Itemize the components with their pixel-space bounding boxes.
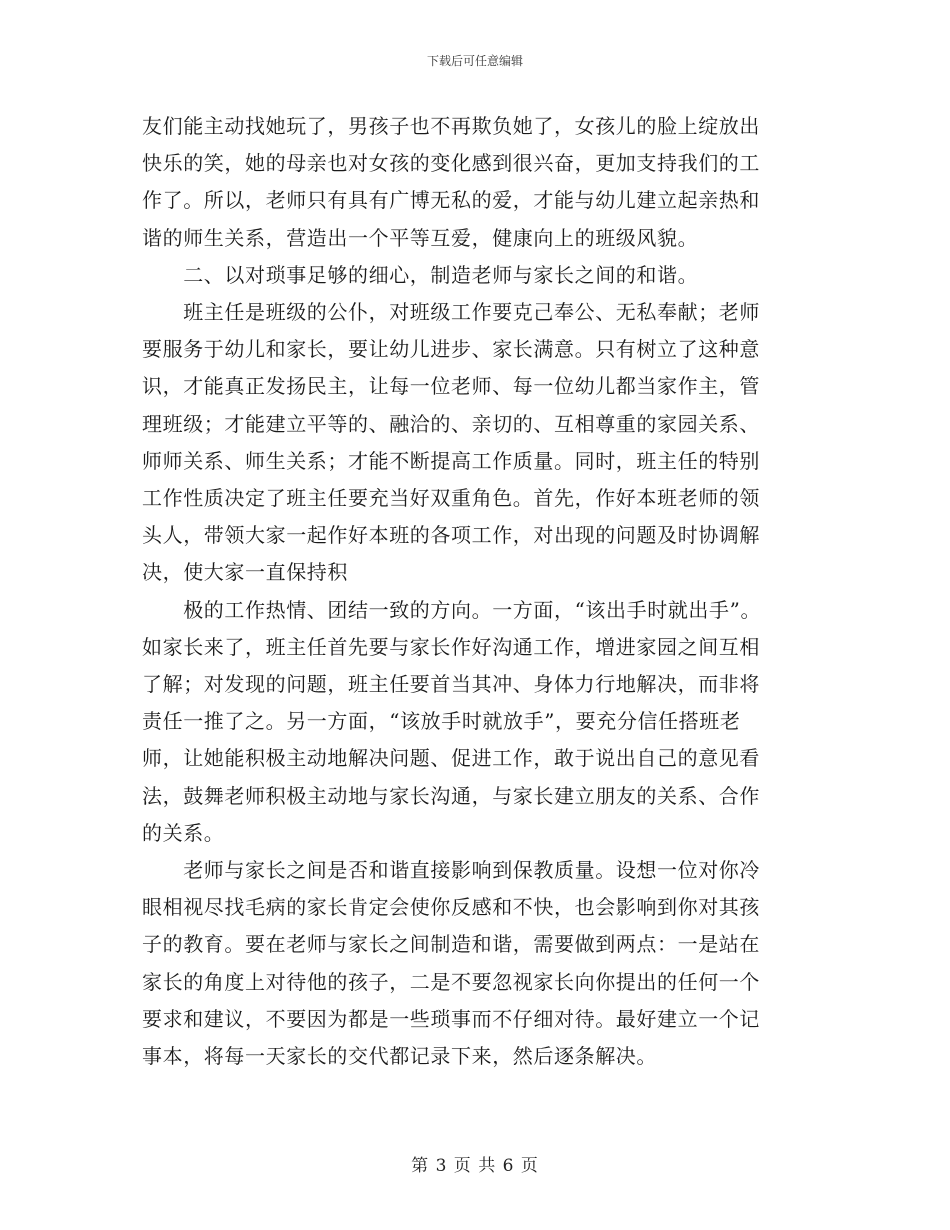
paragraph: 老师与家长之间是否和谐直接影响到保教质量。设想一位对你冷 眼相视尽找毛病的家长肯定会使你反感和不快，也会影响到你对其孩 子的教育。要在老师与家长之间制造和谐，需要做到两点：一是站在 家长的角度上对待他的孩子，二是不要忽视家长向你提出的任何一个 要求和建议，不要因为都是一些琐事而不仔细对待。最好建立一个记 事本，将每一天家长的交代都记录下来，然后逐条解决。: [142, 858, 760, 1069]
section-heading: 二、以对琐事足够的细心，制造老师与家长之间的和谐。: [142, 262, 699, 287]
paragraph: 友们能主动找她玩了，男孩子也不再欺负她了，女孩儿的脸上绽放出 快乐的笑，她的母亲也对女孩的变化感到很兴奋，更加支持我们的工 作了。所以，老师只有具有广博无私的爱，才能与幼儿建立起亲热和 谐的师生关系，营造出一个平等互爱，健康向上的班级风貌。: [142, 114, 760, 250]
page-number: 第 3 页 共 6 页: [411, 1156, 539, 1176]
paragraph: 极的工作热情、团结一致的方向。一方面，“该出手时就出手”。 如家长来了，班主任首先要与家长作好沟通工作，增进家园之间互相 了解；对发现的问题，班主任要首当其冲、身体力行地解决，而非将 责任一推了之。另一方面，“该放手时就放手”，要充分信任搭班老 师，让她能积极主动地解决问题、促进工作，敢于说出自己的意见看 法，鼓舞老师积极主动地与家长沟通，与家长建立朋友的关系、合作 的关系。: [142, 597, 762, 845]
paragraph: 班主任是班级的公仆，对班级工作要克己奉公、无私奉献；老师 要服务于幼儿和家长，要让幼儿进步、家长满意。只有树立了这种意 识，才能真正发扬民主，让每一位老师、每一位幼儿都当家作主，管 理班级；才能建立平等的、融洽的、亲切的、互相尊重的家园关系、 师师关系、师生关系；才能不断提高工作质量。同时，班主任的特别 工作性质决定了班主任要充当好双重角色。首先，作好本班老师的领 头人，带领大家一起作好本班的各项工作，对出现的问题及时协调解 决，使大家一直保持积: [142, 300, 760, 585]
document-body: [142, 108, 808, 1075]
page-header: 下载后可任意编辑: [426, 54, 523, 68]
